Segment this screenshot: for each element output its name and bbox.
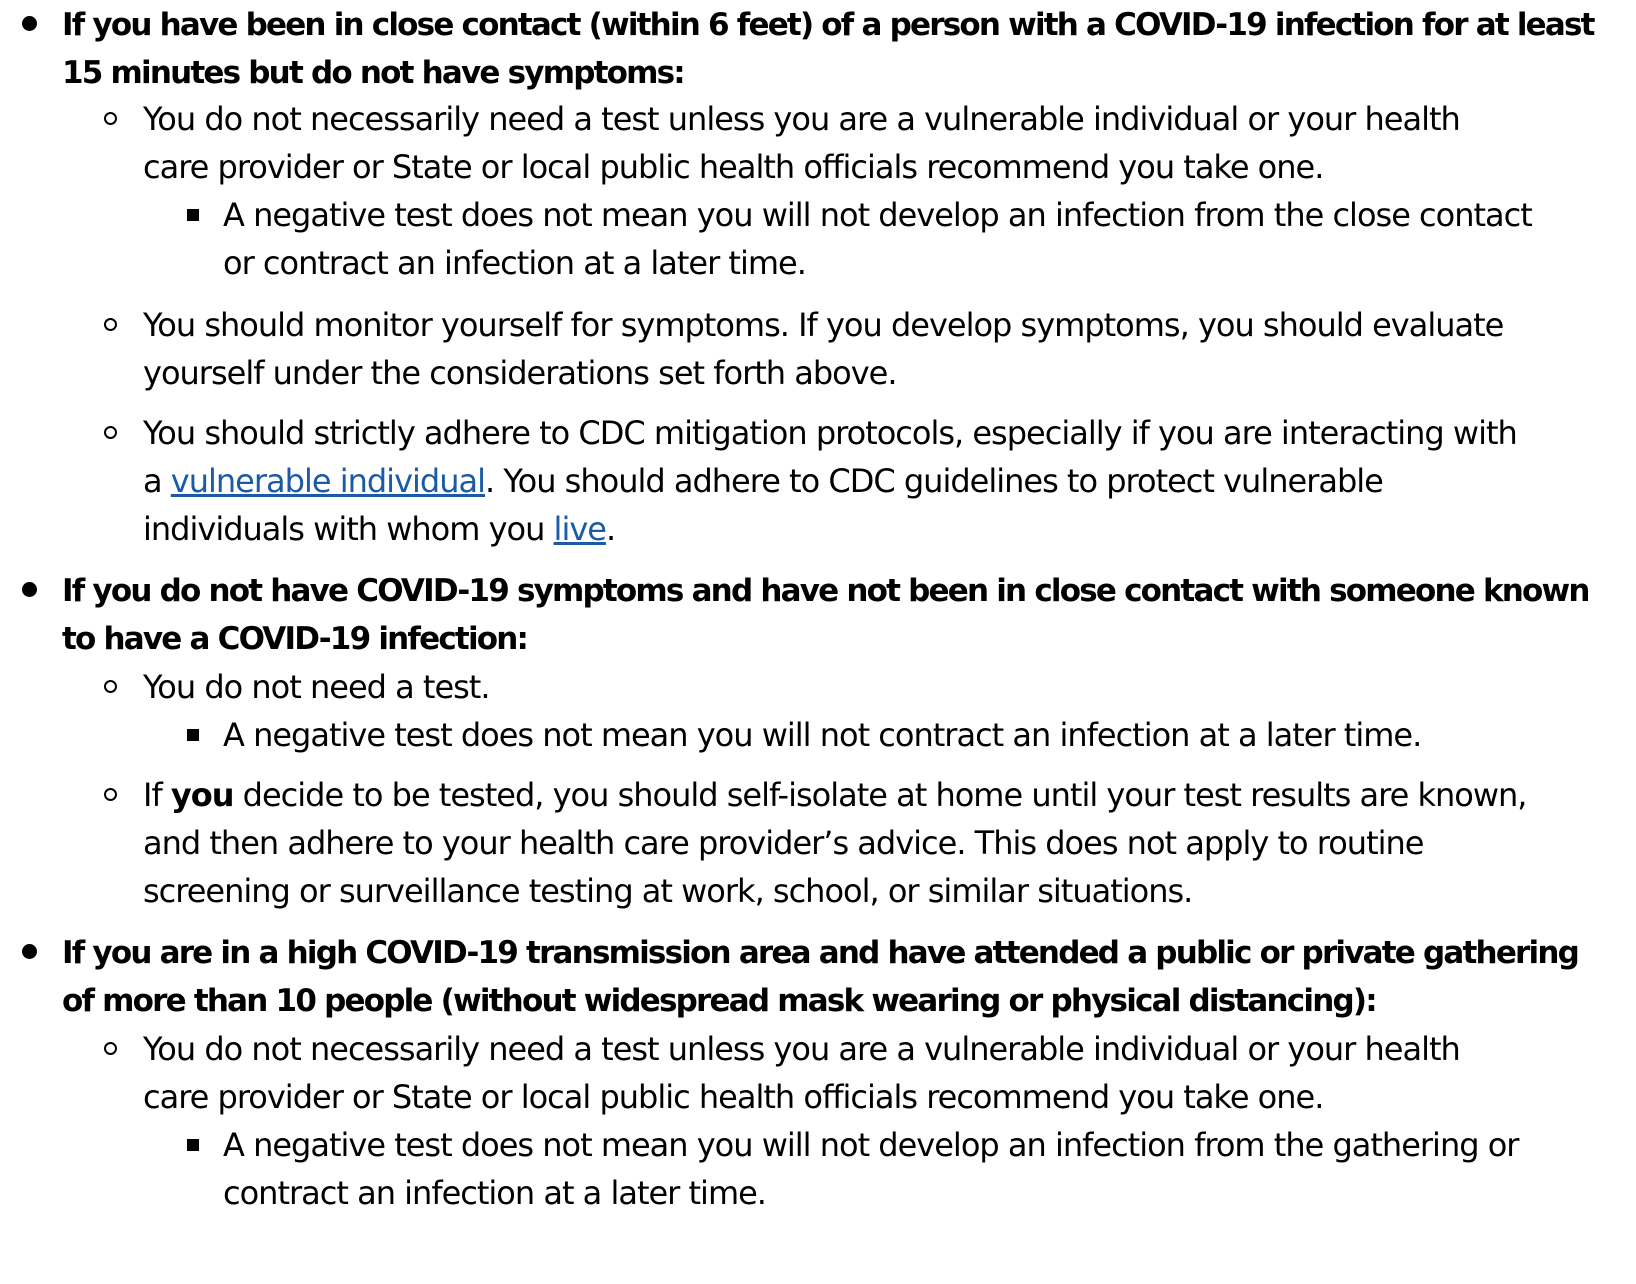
bullet-disc-icon (22, 582, 37, 597)
live-link[interactable]: live (553, 510, 606, 548)
bullet-circle-icon (104, 680, 117, 693)
subsubitem-line: A negative test does not mean you will not develop an infection from the gathering or (223, 1126, 1519, 1164)
item-heading-line: If you do not have COVID-19 symptoms and have not been in close contact with someone known (62, 573, 1589, 609)
subitem-line: You do not necessarily need a test unless you are a vulnerable individual or your health (143, 100, 1460, 138)
subitem-line: and then adhere to your health care provider’s advice. This does not apply to routine (143, 824, 1424, 862)
subitem-line: You do not necessarily need a test unless you are a vulnerable individual or your health (143, 1030, 1460, 1068)
subitem-line: care provider or State or local public health officials recommend you take one. (143, 1078, 1324, 1116)
subitem-line: You should strictly adhere to CDC mitigation protocols, especially if you are interacting with (143, 414, 1517, 452)
bullet-circle-icon (104, 318, 117, 331)
bullet-circle-icon (104, 788, 117, 801)
bullet-circle-icon (104, 112, 117, 125)
subsubitem-line: A negative test does not mean you will not contract an infection at a later time. (223, 716, 1422, 754)
text-fragment: individuals with whom you (143, 510, 554, 548)
emphasis-text: you (170, 776, 234, 814)
bullet-square-icon (187, 1139, 199, 1151)
subitem-line: screening or surveillance testing at work, school, or similar situations. (143, 872, 1193, 910)
vulnerable-individual-link[interactable]: vulnerable individual (170, 462, 485, 500)
subitem-line: care provider or State or local public health officials recommend you take one. (143, 148, 1324, 186)
item-heading-line: of more than 10 people (without widespread mask wearing or physical distancing): (62, 983, 1376, 1019)
bullet-disc-icon (22, 16, 37, 31)
subitem-line: You do not need a test. (143, 668, 490, 706)
item-heading-line: If you have been in close contact (within 6 feet) of a person with a COVID-19 infection for at least (62, 7, 1594, 43)
subitem-line: yourself under the considerations set forth above. (143, 354, 897, 392)
text-fragment: If (143, 776, 171, 814)
bullet-circle-icon (104, 426, 117, 439)
subsubitem-line: contract an infection at a later time. (223, 1174, 766, 1212)
item-heading-line: to have a COVID-19 infection: (62, 621, 528, 657)
text-fragment: a (143, 462, 171, 500)
subitem-line (143, 770, 1526, 820)
text-fragment: . You should adhere to CDC guidelines to protect vulnerable (484, 462, 1383, 500)
subitem-line (143, 456, 1383, 506)
subsubitem-line: or contract an infection at a later time. (223, 244, 806, 282)
subsubitem-line: A negative test does not mean you will not develop an infection from the close contact (223, 196, 1532, 234)
bullet-disc-icon (22, 944, 37, 959)
subitem-line (143, 504, 615, 554)
item-heading-line: 15 minutes but do not have symptoms: (62, 55, 684, 91)
bullet-square-icon (187, 209, 199, 221)
text-fragment: decide to be tested, you should self-isolate at home until your test results are known, (233, 776, 1527, 814)
item-heading-line: If you are in a high COVID-19 transmission area and have attended a public or private gathering (62, 935, 1579, 971)
subitem-line: You should monitor yourself for symptoms. If you develop symptoms, you should evaluate (143, 306, 1504, 344)
bullet-circle-icon (104, 1042, 117, 1055)
text-fragment: . (605, 510, 616, 548)
bullet-square-icon (187, 729, 199, 741)
